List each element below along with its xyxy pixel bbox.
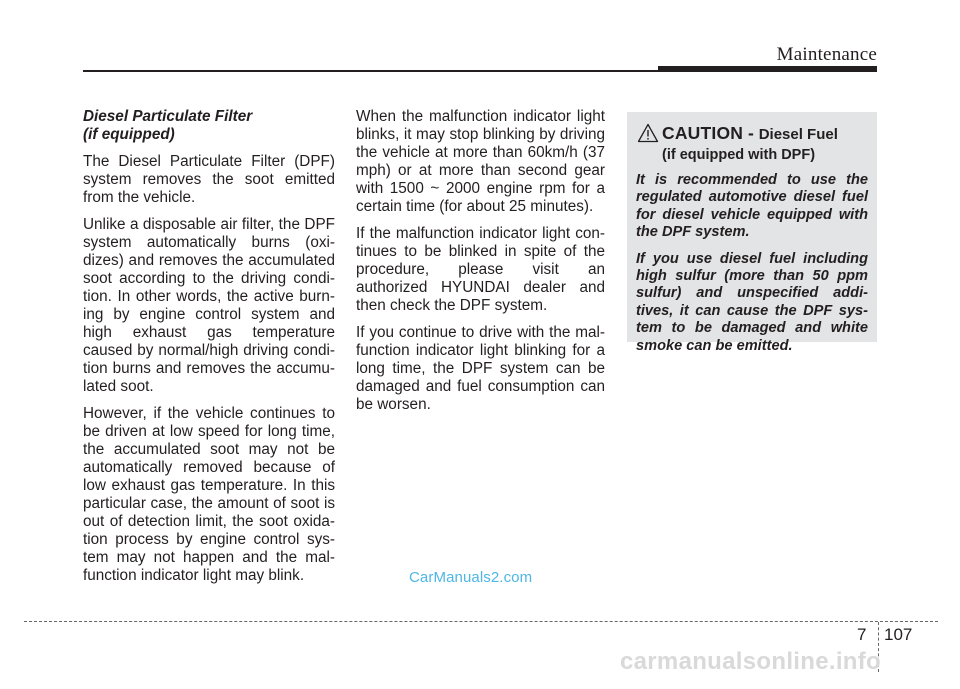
header-rule [83,70,663,72]
footer-rule [24,621,938,622]
caution-label: CAUTION [662,123,744,143]
site-watermark: carmanualsonline.info [620,648,882,675]
caution-subtitle: (if equipped with DPF) [662,147,816,163]
caution-paragraph: It is recommended to use the regulated automotive diesel fuel for diesel vehicle equipped with the DPF system. [636,172,868,241]
paragraph: However, if the vehicle continues to be driven at low speed for long time, the accumulated soot may not be automatically removed because of low exhaust gas temperature. In this particular case, the amount of soot is out of detection limit, the soot oxida-tion process by engine control sys-tem may not happen and the mal-function indicator light may blink. [83,405,335,584]
chapter-number: 7 [857,625,867,644]
section-heading [83,108,335,144]
caution-topic: Diesel Fuel [758,126,838,143]
warning-triangle-icon [637,123,659,143]
header-rule-thick [658,66,877,72]
section-heading-line1: Diesel Particulate Filter [83,108,253,125]
paragraph: If the malfunction indicator light con-tinues to be blinked in spite of the procedure, please visit an authorized HYUNDAI dealer and then check the DPF system. [356,225,605,314]
paragraph: The Diesel Particulate Filter (DPF) system removes the soot emitted from the vehicle. [83,153,335,206]
paragraph: When the malfunction indicator light blinks, it may stop blinking by driving the vehicle at more than 60km/h (37 mph) or at more than second gear with 1500 ~ 2000 engine rpm for a certain time (for about 25 minutes). [356,108,605,215]
watermark-link[interactable]: CarManuals2.com [409,569,533,586]
paragraph: Unlike a disposable air filter, the DPF system automatically burns (oxi-dizes) and removes the accumulated soot according to the driving condi-tion. In other words, the active burn-ing by engine control system and high exhaust gas temperature caused by normal/high driving condi-tion burns and removes the accumu-lated soot. [83,216,335,395]
caution-body [636,172,868,355]
caution-paragraph: If you use diesel fuel including high sulfur (more than 50 ppm sulfur) and unspecified addi-tives, it can cause the DPF sys-tem to be damaged and white smoke can be emitted. [636,250,868,354]
page-number: 107 [884,625,913,644]
section-title-header: Maintenance [776,44,877,65]
paragraph: If you continue to drive with the mal-function indicator light blinking for a long time, the DPF system can be damaged and fuel consumption can be worsen. [356,324,605,413]
caution-dash: - [743,123,759,143]
left-column [83,108,335,594]
caution-box [627,112,877,354]
section-heading-line2: (if equipped) [83,126,175,143]
middle-column [356,108,605,423]
caution-heading [636,123,868,164]
